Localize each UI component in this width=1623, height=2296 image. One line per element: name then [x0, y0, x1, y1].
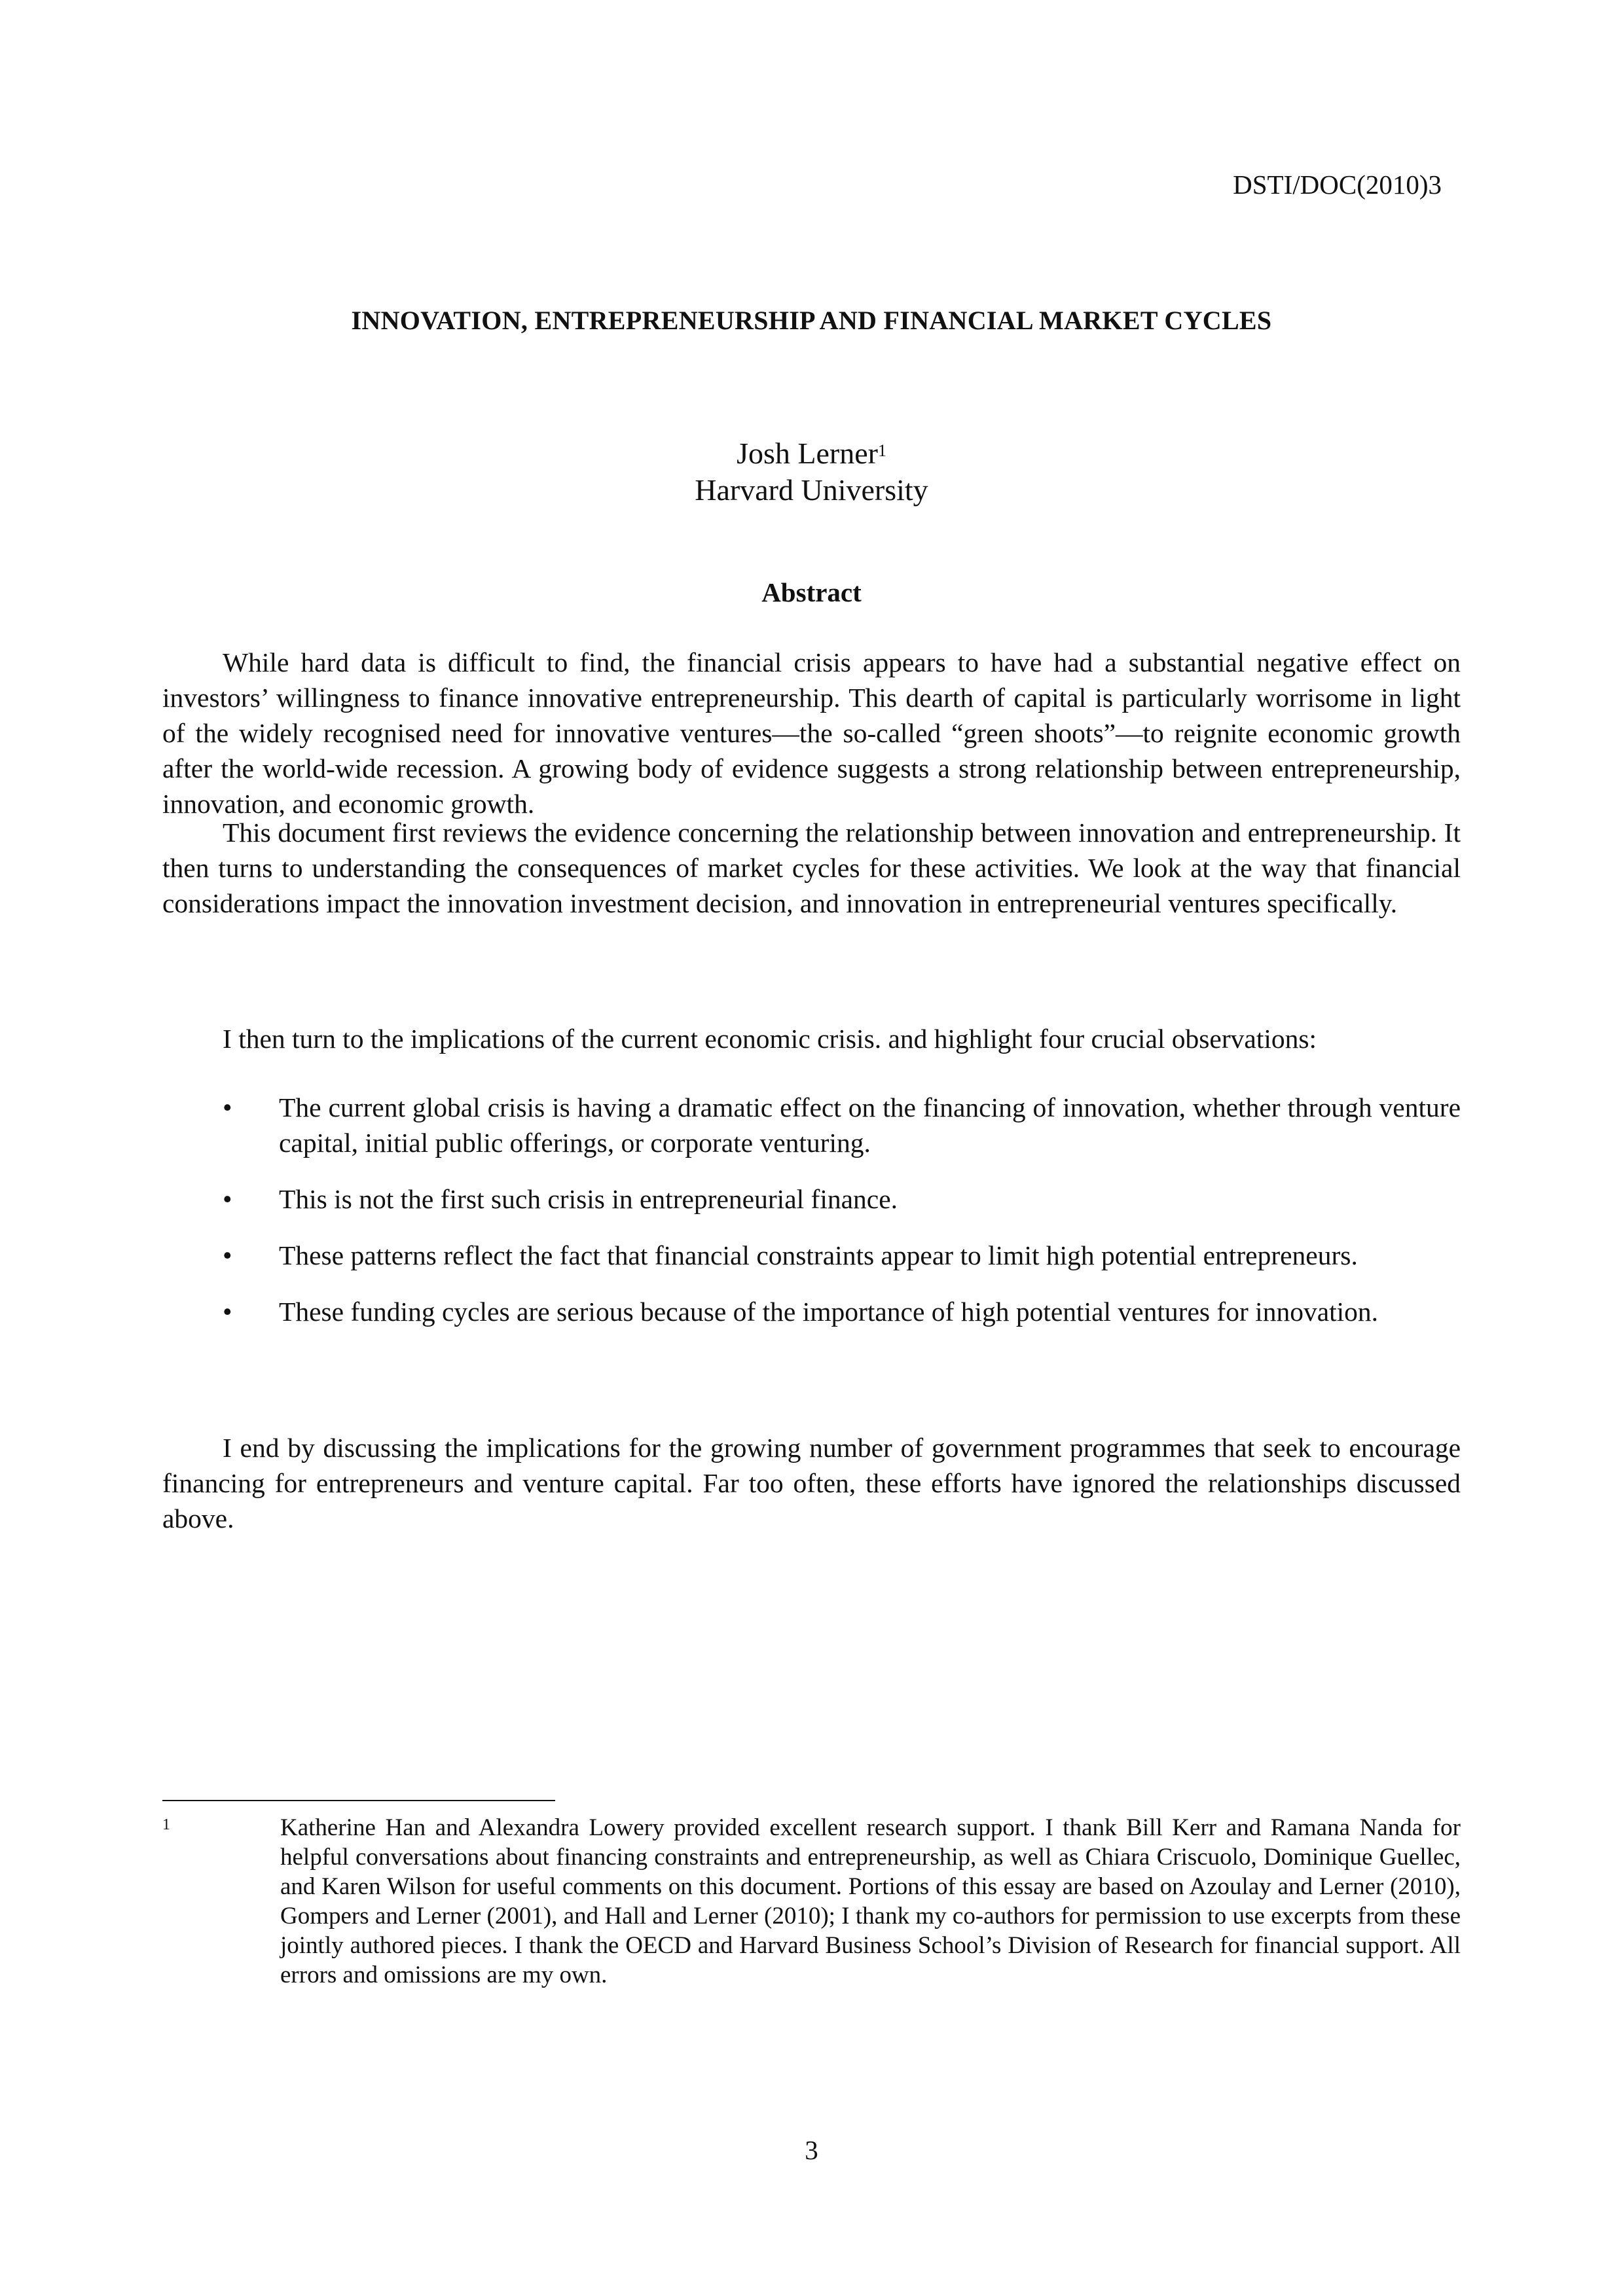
author-footnote-marker[interactable]: 1: [877, 441, 886, 460]
abstract-paragraph-3: I then turn to the implications of the current economic crisis. and highlight four crucial observations:: [223, 1024, 1317, 1054]
list-item: [162, 1294, 1461, 1329]
abstract-closing-paragraph: I end by discussing the implications for the growing number of government programmes that seek to encourage financing for entrepreneurs and venture capital. Far too often, these efforts have ignored the relationships discussed above.: [162, 1433, 1461, 1534]
document-reference: DSTI/DOC(2010)3: [1233, 170, 1442, 200]
abstract-heading: Abstract: [761, 577, 862, 607]
list-item-text: These funding cycles are serious because of the importance of high potential ventures for innovation.: [279, 1297, 1379, 1327]
footnote-divider: [162, 1800, 555, 1801]
author-name: Josh Lerner: [737, 437, 878, 470]
author-block: [162, 435, 1461, 509]
author-line: [162, 435, 1461, 472]
bullet-icon: •: [223, 1297, 232, 1327]
footnote-text: Katherine Han and Alexandra Lowery provided excellent research support. I thank Bill Kerr and Ramana Nanda for helpful conversations about financing constraints and entrepreneurship, as well as Chiara Criscuolo, Dominique Guellec, and Karen Wilson for useful comments on this document. Portions of this essay are based on Azoulay and Lerner (2010), Gompers and Lerner (2001), and Hall and Lerner (2010); I thank my co-authors for permission to use excerpts from these jointly authored pieces. I thank the OECD and Harvard Business School’s Division of Research for financial support. All errors and omissions are my own.: [280, 1814, 1461, 1988]
list-item-text: This is not the first such crisis in entrepreneurial finance.: [279, 1184, 898, 1214]
list-item-text: The current global crisis is having a dramatic effect on the financing of innovation, whether through venture capital, initial public offerings, or corporate venturing.: [279, 1092, 1461, 1158]
list-item: [162, 1238, 1461, 1273]
list-item-text: These patterns reflect the fact that financial constraints appear to limit high potential entrepreneurs.: [279, 1240, 1358, 1270]
footnote-marker: 1: [162, 1816, 170, 1833]
document-title: INNOVATION, ENTREPRENEURSHIP AND FINANCIAL MARKET CYCLES: [351, 306, 1272, 335]
bullet-icon: •: [223, 1092, 232, 1122]
abstract-paragraph-1: While hard data is difficult to find, the financial crisis appears to have had a substantial negative effect on investors’ willingness to finance innovative entrepreneurship. This dearth of capital is particularly worrisome in light of the widely recognised need for innovative ventures—the so-called “green shoots”—to reignite economic growth after the world-wide recession. A growing body of evidence suggests a strong relationship between entrepreneurship, innovation, and economic growth.: [162, 647, 1461, 819]
abstract-paragraph-2: This document first reviews the evidence concerning the relationship between innovation and entrepreneurship. It then turns to understanding the consequences of market cycles for these activities. We look at the way that financial considerations impact the innovation investment decision, and innovation in entrepreneurial ventures specifically.: [162, 817, 1461, 918]
bullet-icon: •: [223, 1184, 232, 1214]
list-item: [162, 1181, 1461, 1217]
list-item: [162, 1090, 1461, 1160]
page-number: 3: [805, 2135, 818, 2165]
observations-list: [162, 1090, 1461, 1350]
bullet-icon: •: [223, 1240, 232, 1270]
author-affiliation: Harvard University: [695, 473, 928, 507]
